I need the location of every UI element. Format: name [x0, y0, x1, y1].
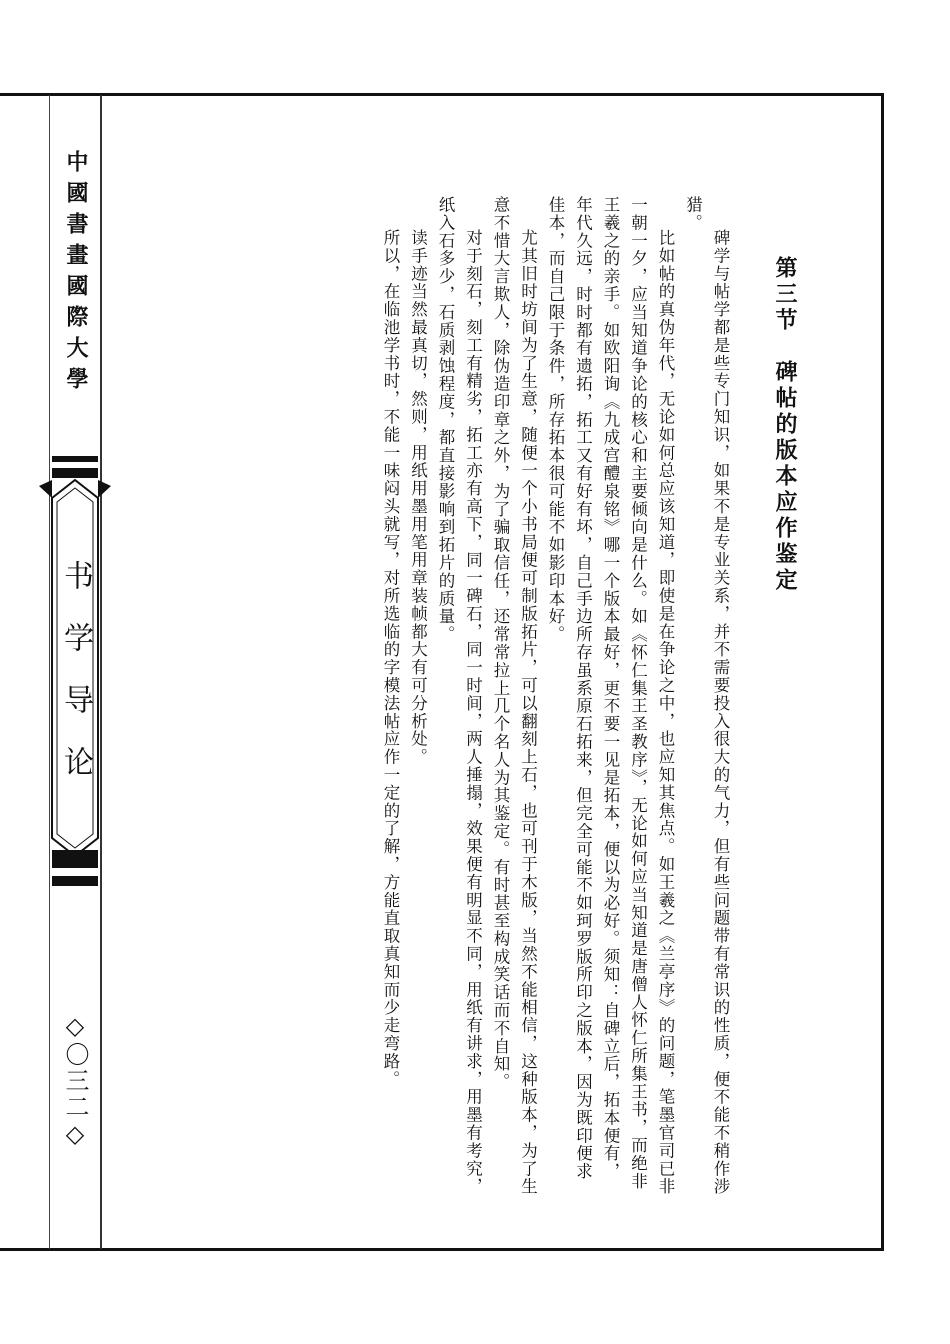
university-name: 中國書畫國際大學 — [63, 150, 89, 398]
paragraph: 对于刻石，刻工有精劣，拓工亦有高下，同一碑石，同一时间，两人捶搨，效果便有明显不同，用纸有讲求，用墨有考究，纸入石多少，石质剥蚀程度，都直接影响到拓片的质量。 — [436, 196, 483, 1196]
paragraph: 所以，在临池学书时，不能一味闷头就写，对所选临的字模法帖应作一定的了解，方能直取真知而少走弯路。 — [381, 229, 400, 1089]
spine-band-bottom-thick — [52, 876, 98, 886]
frame-bottom-rule — [0, 1248, 884, 1251]
frame-right-rule — [881, 93, 884, 1251]
main-text — [380, 196, 800, 1196]
frame-top-rule — [0, 93, 884, 96]
paragraph: 碑学与帖学都是些专门知识，如果不是专业关系，并不需要投入很大的气力，但有些问题带有常识的性质，便不能不稍作涉猎。 — [683, 196, 730, 1196]
section-heading: 第三节 碑帖的版本应作鉴定 — [772, 256, 798, 594]
paragraph: 尤其旧时坊间为了生意，随便一个小书局便可制版拓片，可以翻刻上石，也可刊于木版，当然不能相信，这种版本，为了生意不惜大言欺人，除伪造印章之外，为了骗取信任，还常常拉上几个名人为其鉴定。有时甚至构成笑话而不自知。 — [491, 196, 538, 1196]
spine-band-top-thin — [52, 456, 98, 462]
paragraph: 读手迹当然最真切，然则，用纸用墨用笔用章装帧都大有可分析处。 — [408, 229, 428, 766]
book-title: 书学导论 — [58, 560, 93, 808]
paragraph: 比如帖的真伪年代，无论如何总应该知道，即使是在争论之中，也应知其焦点。如王羲之《兰亭序》的问题，笔墨官司已非一朝一夕，应当知道争论的核心和主要倾向是什么。如《怀仁集王圣教序》，无论如何应当知道是唐僧人怀仁所集王书，而绝非王羲之的亲手。如欧阳询《九成宫醴泉铭》哪一个版本最好，更不要一见是拓本，便以为必好。须知：自碑立后，拓本便有，年代久远，时时都有遗拓，拓工又有好有坏，自己手边所存虽系原石拓来，但完全可能不如珂罗版所印之版本，因为既印便求佳本，而自己限于条件，所存拓本很可能不如影印本好。 — [546, 196, 675, 1196]
spine-band-top-thick — [52, 468, 98, 478]
page-number: ◇〇三二◇ — [61, 1012, 89, 1150]
spine-band-bottom-arrow — [52, 850, 98, 868]
